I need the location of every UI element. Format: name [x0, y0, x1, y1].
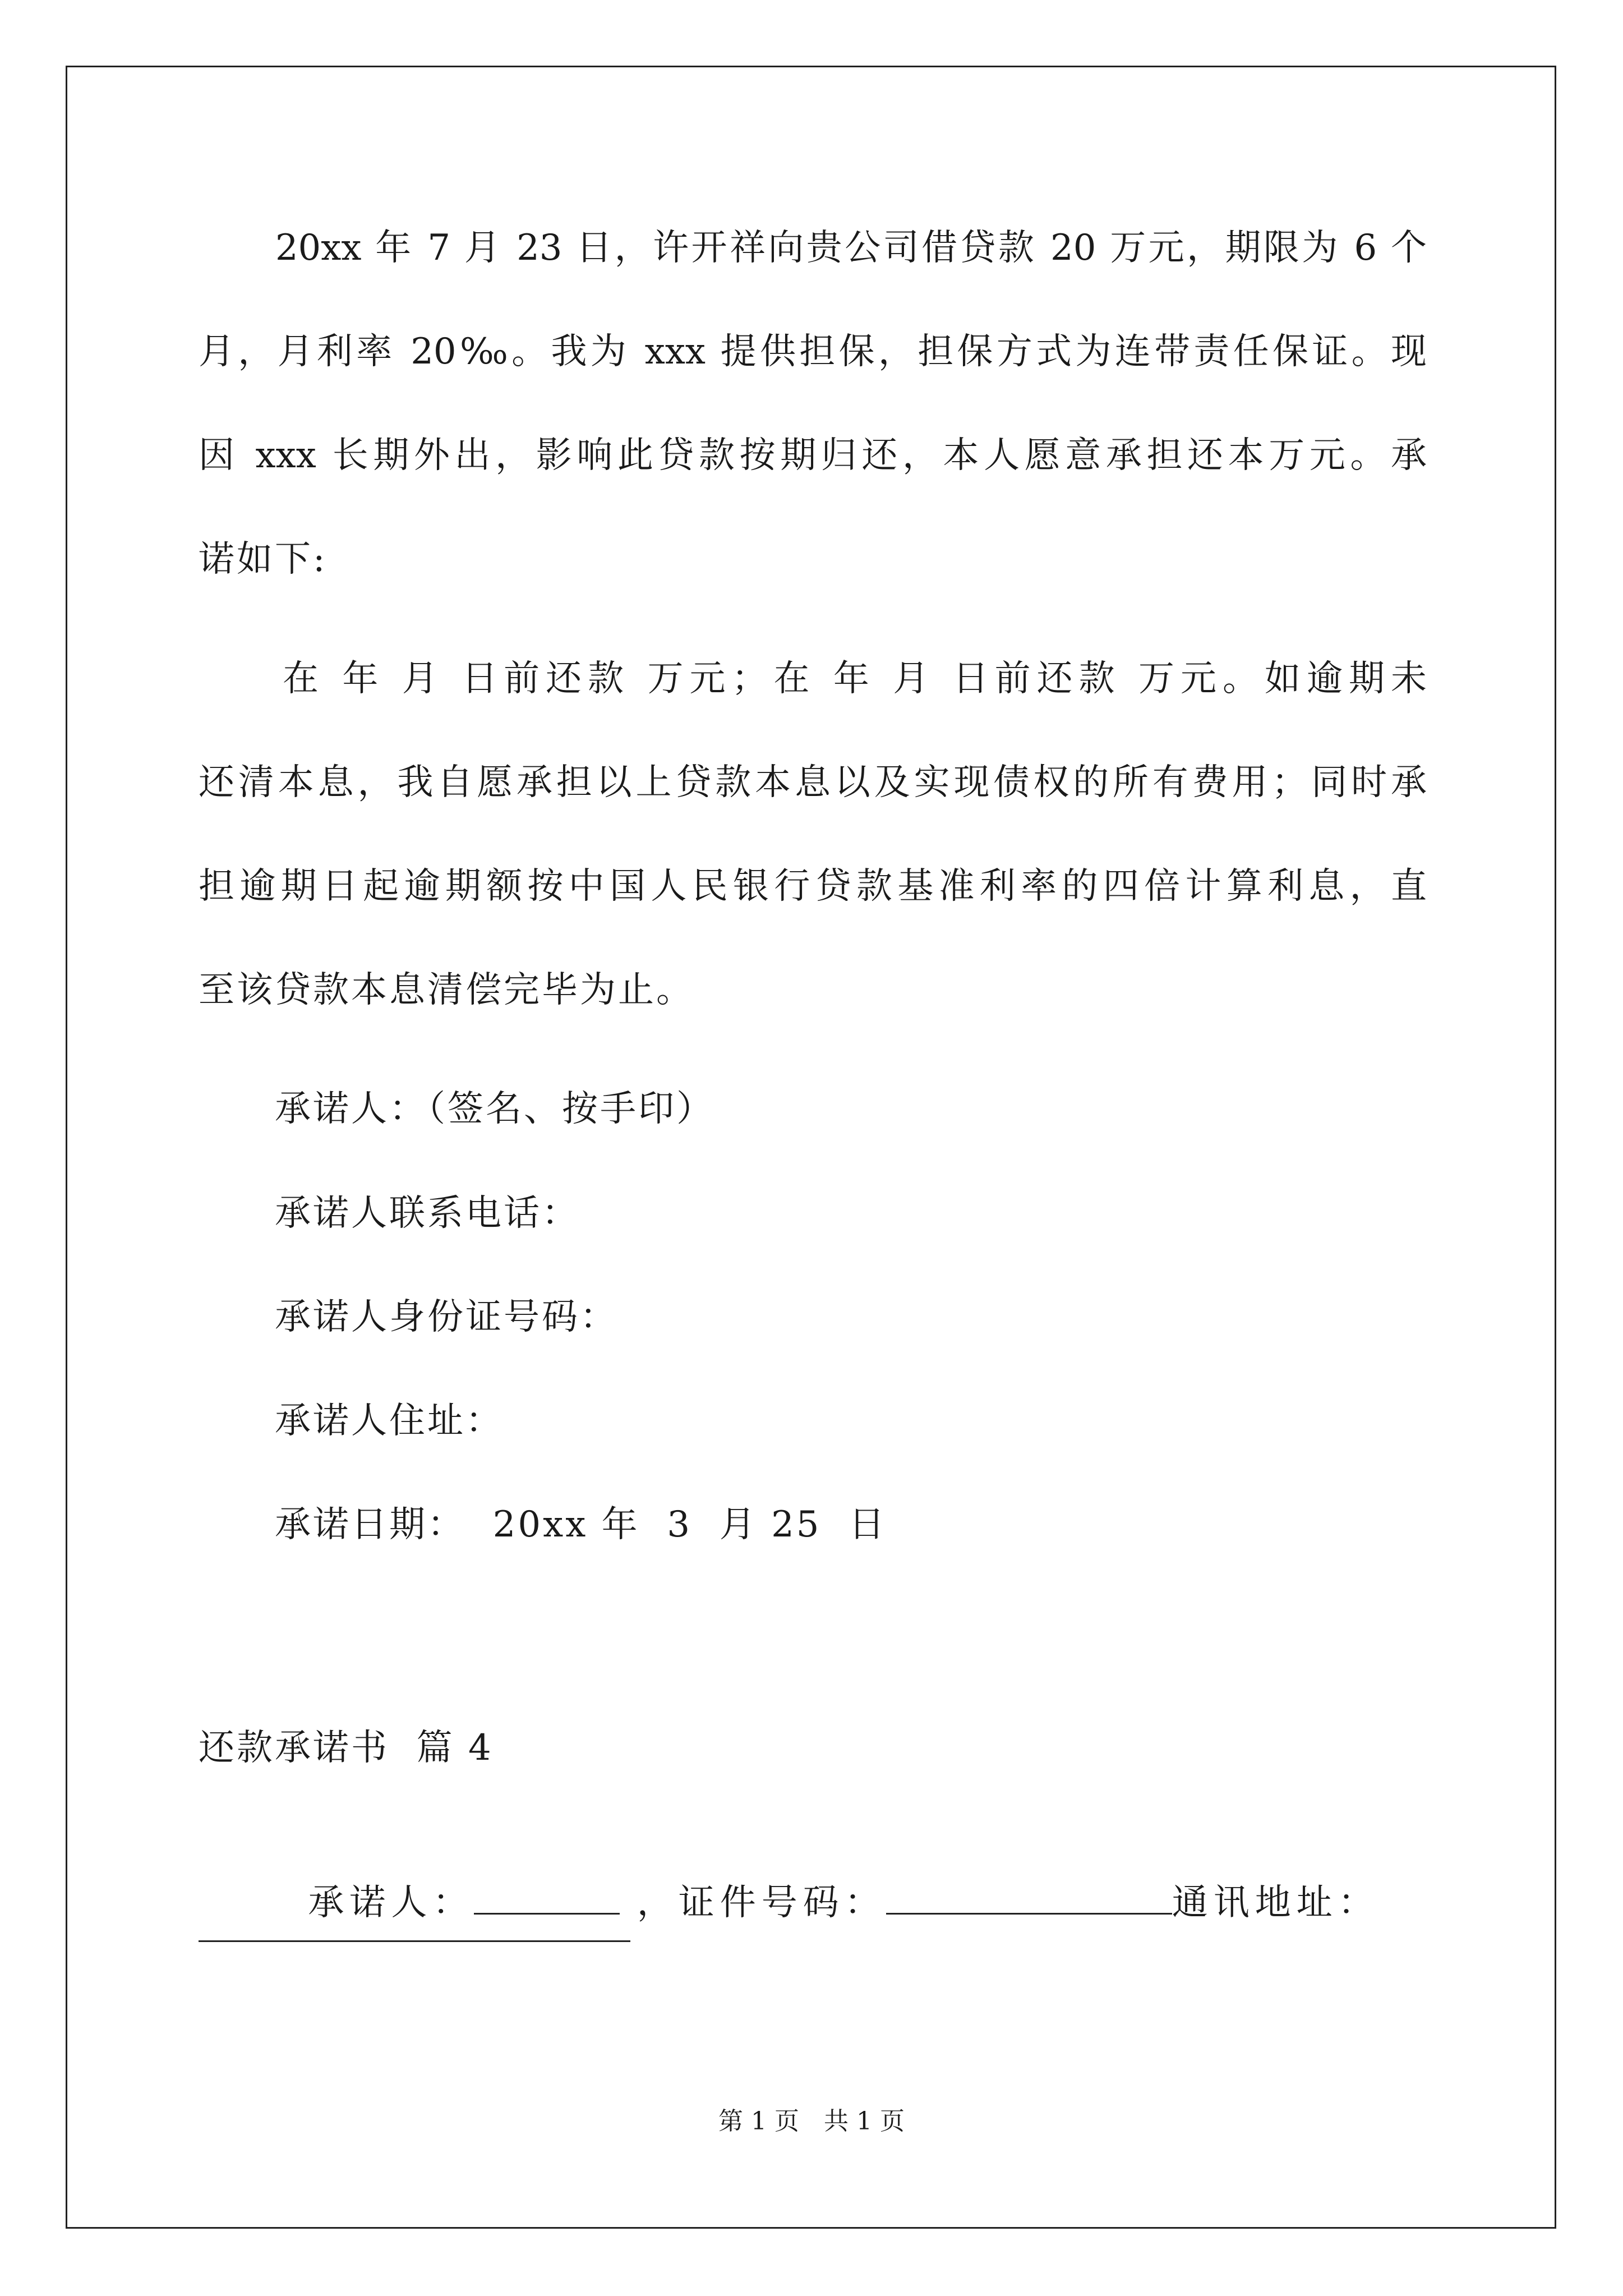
id-number-blank [886, 1878, 1172, 1915]
section-4-fill-line [199, 1827, 1380, 1978]
promisor-blank [474, 1878, 620, 1915]
section-4-heading: 还款承诺书 篇 4 [199, 1727, 494, 1769]
promisor-id-line: 承诺人身份证号码： [199, 1296, 618, 1338]
paragraph-2-line-4: 至该贷款本息清偿完毕为止。 [199, 969, 694, 1011]
promisor-label: 承诺人： [266, 1882, 474, 1924]
promisor-phone-line: 承诺人联系电话： [199, 1193, 580, 1234]
paragraph-1-line-3: 因 xxx 长期外出，影响此贷款按期归还，本人愿意承担还本万元。承 [199, 435, 1427, 476]
promisor-signature-line: 承诺人：（签名、按手印） [199, 1088, 714, 1130]
address-blank [199, 1940, 630, 1942]
paragraph-2-line-2: 还清本息，我自愿承担以上贷款本息以及实现债权的所有费用；同时承 [199, 762, 1427, 803]
id-label: ，证件号码： [620, 1882, 886, 1924]
paragraph-1-line-4: 诺如下: [199, 539, 328, 580]
paragraph-1-line-2: 月，月利率 20‰。我为 xxx 提供担保，担保方式为连带责任保证。现 [199, 331, 1427, 372]
page-footer: 第 1 页 共 1 页 [718, 2107, 905, 2136]
paragraph-2-line-3: 担逾期日起逾期额按中国人民银行贷款基准利率的四倍计算利息，直 [199, 866, 1427, 907]
paragraph-2-line-1: 在 年 月 日前还款 万元；在 年 月 日前还款 万元。如逾期未 [199, 658, 1427, 700]
paragraph-1-line-1: 20xx 年 7 月 23 日，许开祥向贵公司借贷款 20 万元，期限为 6 个 [199, 227, 1427, 269]
promise-date-line: 承诺日期： 20xx 年 3 月 25 日 [199, 1504, 887, 1545]
promisor-address-line: 承诺人住址： [199, 1400, 504, 1442]
address-label: 通讯地址： [1172, 1882, 1380, 1924]
